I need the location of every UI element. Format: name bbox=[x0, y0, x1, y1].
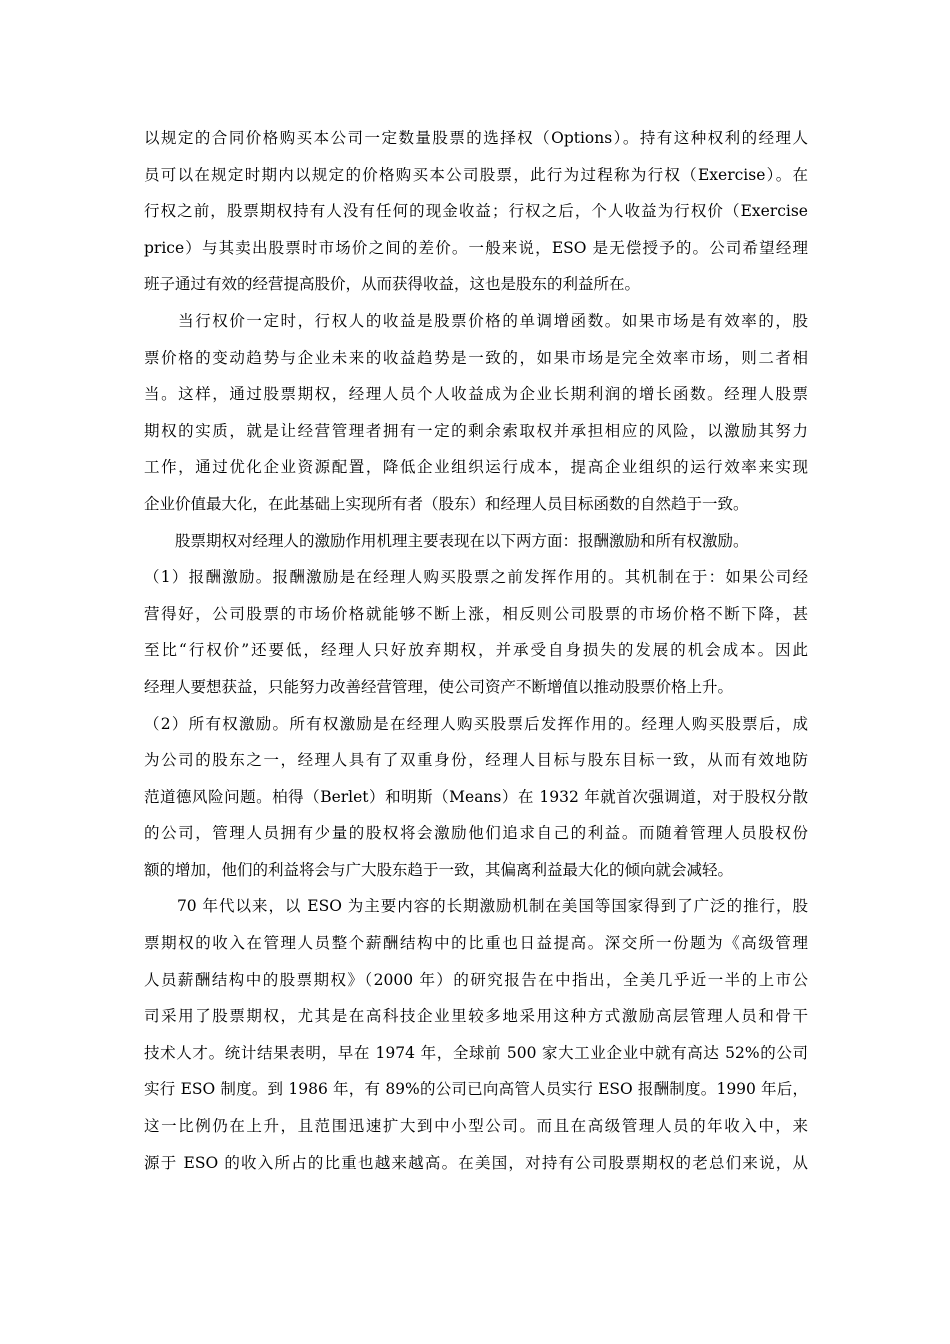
text-line: 司采用了股票期权，尤其是在高科技企业里较多地采用这种方式激励高层管理人员和骨干 bbox=[144, 1007, 808, 1026]
text-line: price）与其卖出股票时市场价之间的差价。一般来说，ESO 是无偿授予的。公司希望经理 bbox=[144, 238, 808, 257]
text-line: 经理人要想获益，只能努力改善经营管理，使公司资产不断增值以推动股票价格上升。 bbox=[144, 677, 734, 696]
text-line: 技术人才。统计结果表明，早在 1974 年，全球前 500 家大工业企业中就有高达 52%的公司 bbox=[144, 1043, 808, 1062]
text-line: 当行权价一定时，行权人的收益是股票价格的单调增函数。如果市场是有效率的，股 bbox=[144, 311, 808, 330]
text-line: 票期权的收入在管理人员整个薪酬结构中的比重也日益提高。深交所一份题为《高级管理 bbox=[144, 934, 808, 953]
text-line: 营得好，公司股票的市场价格就能够不断上涨，相反则公司股票的市场价格不断下降，甚 bbox=[144, 604, 808, 623]
text-line: 行权之前，股票期权持有人没有任何的现金收益；行权之后，个人收益为行权价（Exercise bbox=[144, 202, 808, 221]
text-line: 期权的实质，就是让经营管理者拥有一定的剩余索取权并承担相应的风险，以激励其努力 bbox=[144, 421, 808, 440]
text-line: 实行 ESO 制度。到 1986 年，有 89%的公司已向高管人员实行 ESO 报酬制度。1990 年后， bbox=[144, 1080, 808, 1099]
text-line: 人员薪酬结构中的股票期权》（2000 年）的研究报告在中指出，全美几乎近一半的上市公 bbox=[144, 970, 808, 989]
text-line: 额的增加，他们的利益将会与广大股东趋于一致，其偏离利益最大化的倾向就会减轻。 bbox=[144, 860, 734, 879]
text-line: 班子通过有效的经营提高股价，从而获得收益，这也是股东的利益所在。 bbox=[144, 275, 641, 294]
text-line: 至比“行权价”还要低，经理人只好放弃期权，并承受自身损失的发展的机会成本。因此 bbox=[144, 641, 808, 660]
text-line: （2）所有权激励。所有权激励是在经理人购买股票后发挥作用的。经理人购买股票后，成 bbox=[144, 714, 808, 733]
text-line: 企业价值最大化，在此基础上实现所有者（股东）和经理人员目标函数的自然趋于一致。 bbox=[144, 494, 749, 513]
text-line: 票价格的变动趋势与企业未来的收益趋势是一致的，如果市场是完全效率市场，则二者相 bbox=[144, 348, 808, 367]
text-line: 工作，通过优化企业资源配置，降低企业组织运行成本，提高企业组织的运行效率来实现 bbox=[144, 458, 808, 477]
text-line: 当。这样，通过股票期权，经理人员个人收益成为企业长期利润的增长函数。经理人股票 bbox=[144, 385, 808, 404]
text-line: 这一比例仍在上升，且范围迅速扩大到中小型公司。而且在高级管理人员的年收入中，来 bbox=[144, 1117, 808, 1136]
text-line: 的公司，管理人员拥有少量的股权将会激励他们追求自己的利益。而随着管理人员股权份 bbox=[144, 824, 808, 843]
text-line: 范道德风险问题。柏得（Berlet）和明斯（Means）在 1932 年就首次强调道，对于股权分散 bbox=[144, 787, 808, 806]
body-text bbox=[144, 120, 808, 1181]
text-line: 股票期权对经理人的激励作用机理主要表现在以下两方面：报酬激励和所有权激励。 bbox=[144, 531, 749, 550]
text-line: 源于 ESO 的收入所占的比重也越来越高。在美国，对持有公司股票期权的老总们来说，从 bbox=[144, 1153, 808, 1172]
text-line: （1）报酬激励。报酬激励是在经理人购买股票之前发挥作用的。其机制在于：如果公司经 bbox=[144, 568, 808, 587]
text-line: 70 年代以来，以 ESO 为主要内容的长期激励机制在美国等国家得到了广泛的推行，股 bbox=[144, 897, 808, 916]
text-line: 为公司的股东之一，经理人具有了双重身份，经理人目标与股东目标一致，从而有效地防 bbox=[144, 751, 808, 770]
text-line: 员可以在规定时期内以规定的价格购买本公司股票，此行为过程称为行权（Exercise）。在 bbox=[144, 165, 808, 184]
text-line: 以规定的合同价格购买本公司一定数量股票的选择权（Options）。持有这种权利的经理人 bbox=[144, 129, 808, 147]
